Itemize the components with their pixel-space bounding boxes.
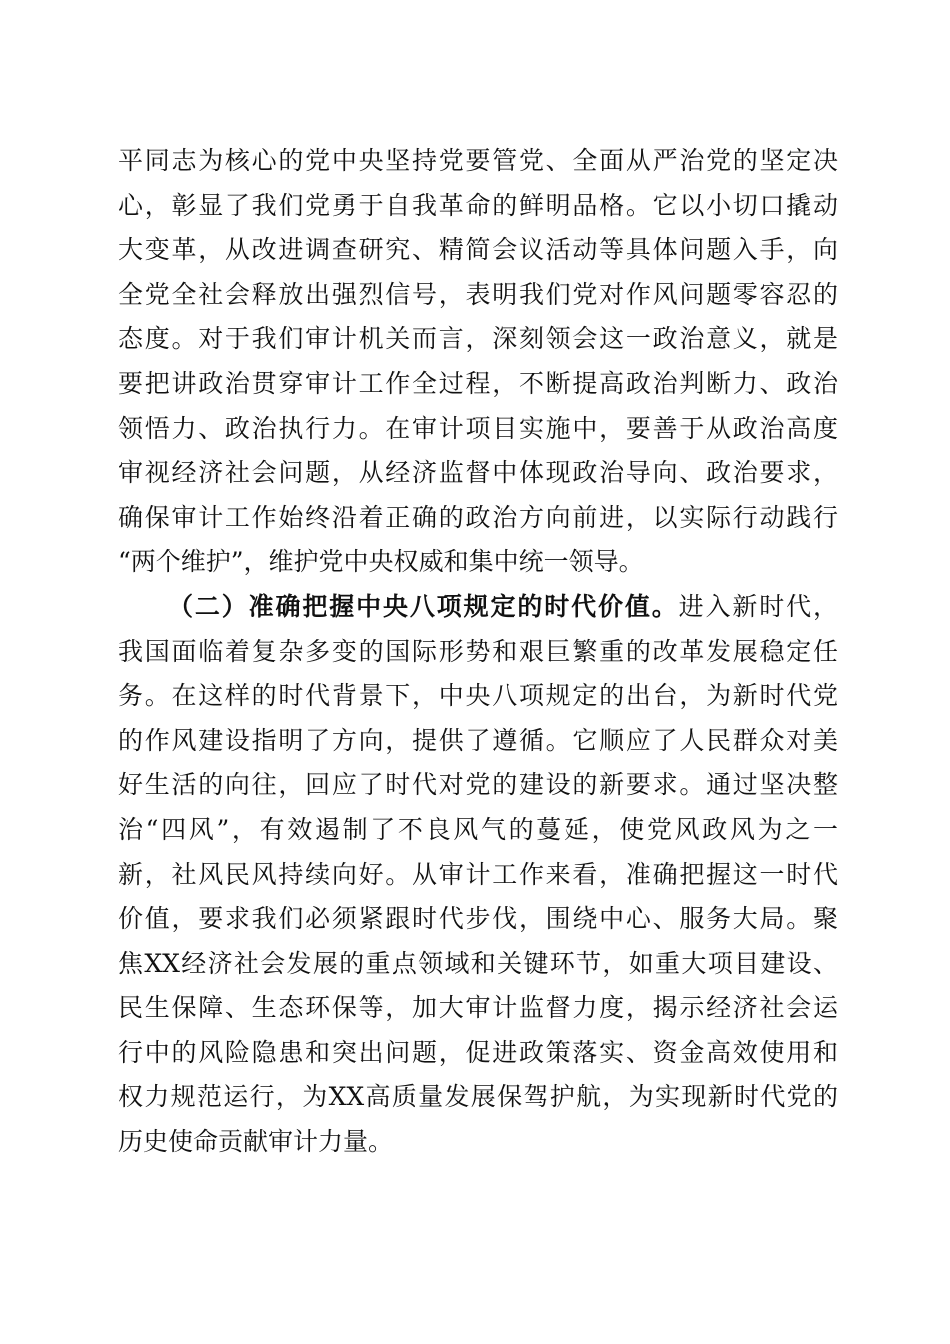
section-heading: （二）准确把握中央八项规定的时代价值。 [168,591,679,621]
text-line: 民生保障、生态环保等，加大审计监督力度，揭示经济社会运 [118,993,838,1023]
paragraph-era-value [118,585,838,1165]
text-line: 全党全社会释放出强烈信号，表明我们党对作风问题零容忍的 [118,279,838,309]
text-line: “两个维护”，维护党中央权威和集中统一领导。 [118,547,644,577]
section-heading-line [118,585,838,630]
text-line: 历史使命贡献审计力量。 [118,1127,394,1157]
text-line: 价值，要求我们必须紧跟时代步伐，围绕中心、服务大局。聚 [118,904,838,934]
text-line: 要把讲政治贯穿审计工作全过程，不断提高政治判断力、政治 [118,368,838,398]
text-line: 确保审计工作始终沿着正确的政治方向前进，以实际行动践行 [118,502,838,532]
text-line: 平同志为核心的党中央坚持党要管党、全面从严治党的坚定决 [118,146,838,175]
body-text [118,139,838,1165]
heading-line-rest: 进入新时代， [678,591,838,621]
text-line: 我国面临着复杂多变的国际形势和艰巨繁重的改革发展稳定任 [118,636,838,666]
text-line: 审视经济社会问题，从经济监督中体现政治导向、政治要求， [118,458,838,488]
text-line: 权力规范运行，为XX高质量发展保驾护航，为实现新时代党的 [118,1082,838,1112]
text-line: 务。在这样的时代背景下，中央八项规定的出台，为新时代党 [118,681,838,711]
text-line: 领悟力、政治执行力。在审计项目实施中，要善于从政治高度 [118,413,838,443]
text-line: 治“四风”，有效遏制了不良风气的蔓延，使党风政风为之一 [118,814,838,844]
text-line: 大变革，从改进调查研究、精简会议活动等具体问题入手，向 [118,235,838,265]
text-line: 好生活的向往，回应了时代对党的建设的新要求。通过坚决整 [118,770,838,800]
paragraph-political-significance [118,139,838,585]
text-line: 态度。对于我们审计机关而言，深刻领会这一政治意义，就是 [118,324,838,354]
text-line: 焦XX经济社会发展的重点领域和关键环节，如重大项目建设、 [118,948,838,978]
text-line: 新，社风民风持续向好。从审计工作来看，准确把握这一时代 [118,859,838,889]
text-line: 行中的风险隐患和突出问题，促进政策落实、资金高效使用和 [118,1037,838,1067]
text-line: 的作风建设指明了方向，提供了遵循。它顺应了人民群众对美 [118,725,838,755]
text-line: 心，彰显了我们党勇于自我革命的鲜明品格。它以小切口撬动 [118,190,838,220]
